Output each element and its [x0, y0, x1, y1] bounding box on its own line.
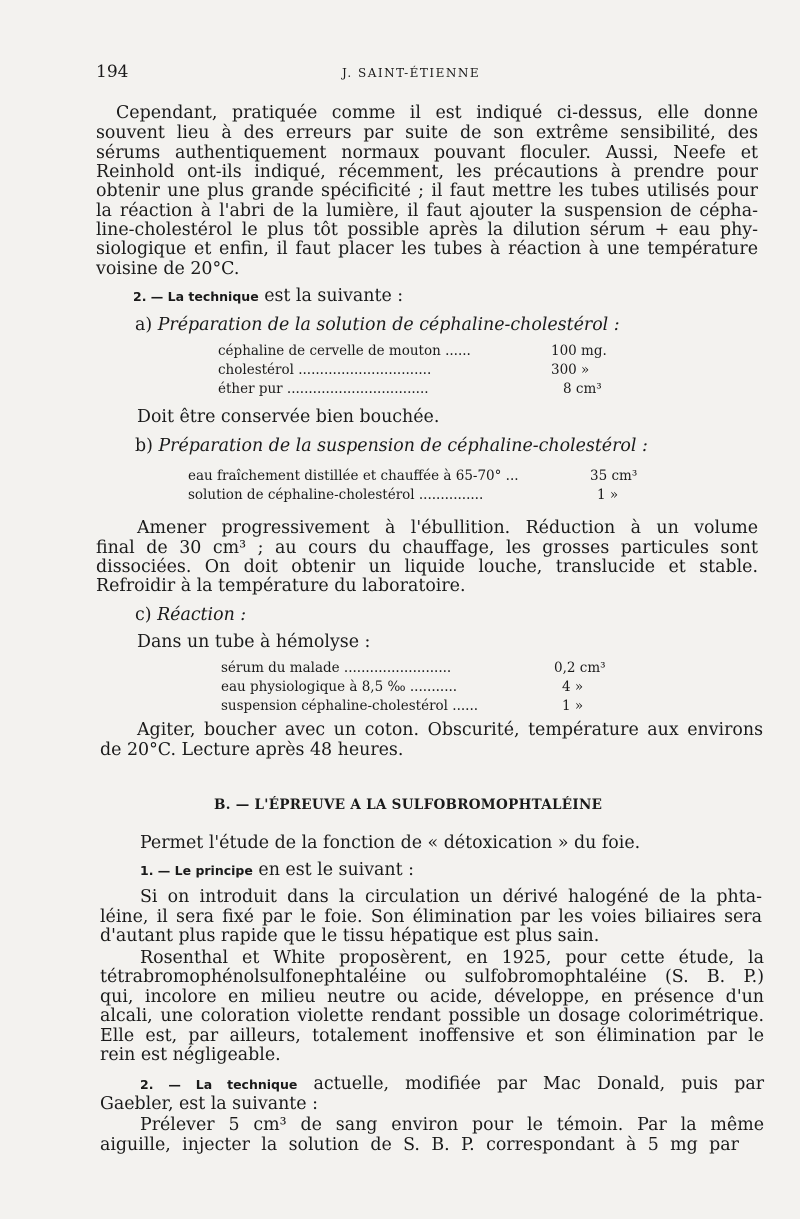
running-title: J. SAINT-ÉTIENNE	[342, 66, 481, 80]
recipe-item-name: eau physiologique à 8,5 ‰ ...........	[221, 679, 458, 695]
text-line: Prélever 5 cm³ de sang environ pour le témoin. Par la même	[140, 1115, 764, 1135]
heading-label: 2. — La technique	[133, 289, 259, 304]
text-line: Amener progressivement à l'ébullition. Réduction à un volume	[137, 518, 758, 538]
text-line: Si on introduit dans la circulation un dérivé halogéné de la phta-	[140, 887, 762, 907]
text-line: Cependant, pratiquée comme il est indiqué ci-dessus, elle donne	[116, 103, 758, 123]
text-line: aiguille, injecter la solution de S. B. P. correspondant à 5 mg par	[100, 1135, 739, 1155]
recipe-item-qty: 4 »	[562, 679, 584, 695]
subheading-prefix: b)	[135, 436, 153, 456]
text-line: Elle est, par ailleurs, totalement inoffensive et son élimination par le	[100, 1026, 764, 1046]
recipe-item-name: suspension céphaline-cholestérol ......	[221, 698, 479, 714]
subheading-a	[135, 316, 620, 335]
recipe-item-qty: 0,2 cm³	[554, 660, 606, 676]
recipe-item-name: céphaline de cervelle de mouton ......	[218, 343, 471, 359]
section-b-title: B. — L'ÉPREUVE A LA SULFOBROMOPHTALÉINE	[214, 797, 603, 813]
text-line: rein est négligeable.	[100, 1045, 281, 1065]
text-line: obtenir une plus grande spécificité ; il faut mettre les tubes utilisés pour	[96, 181, 758, 201]
recipe-item-qty: 8 cm³	[563, 381, 602, 397]
principe-heading	[140, 861, 414, 880]
heading-rest: en est le suivant :	[258, 860, 414, 880]
subheading-title: Préparation de la solution de céphaline-cholestérol :	[157, 315, 620, 335]
recipe-item-name: eau fraîchement distillée et chauffée à 65-70° ...	[188, 468, 519, 484]
text-line: souvent lieu à des erreurs par suite de son extrême sensibilité, des	[96, 123, 758, 143]
text-line: Agiter, boucher avec un coton. Obscurité, température aux environs	[137, 720, 763, 740]
subheading-title: Réaction :	[157, 605, 247, 625]
recipe-item-name: cholestérol ...............................	[218, 362, 432, 378]
recipe-item-qty: 300 »	[551, 362, 590, 378]
text-line: qui, incolore en milieu neutre ou acide, développe, en présence d'un	[100, 987, 764, 1007]
page-number: 194	[96, 62, 129, 82]
tube-line: Dans un tube à hémolyse :	[137, 632, 371, 652]
text-line: la réaction à l'abri de la lumière, il faut ajouter la suspension de cépha-	[96, 201, 758, 221]
recipe-item-name: sérum du malade .........................	[221, 660, 452, 676]
technique2-heading	[140, 1075, 764, 1094]
subheading-prefix: c)	[135, 605, 152, 625]
recipe-item-qty: 1 »	[597, 487, 619, 503]
section-b-intro: Permet l'étude de la fonction de « détoxication » du foie.	[140, 833, 641, 853]
text-line: léine, il sera fixé par le foie. Son élimination par les voies biliaires sera	[100, 907, 762, 927]
heading-label: 2. — La technique	[140, 1077, 298, 1092]
technique-heading	[133, 287, 403, 306]
text-line: line-cholestérol le plus tôt possible après la dilution sérum + eau phy-	[96, 220, 758, 240]
text-line: sérums authentiquement normaux pouvant floculer. Aussi, Neefe et	[96, 143, 758, 163]
recipe-item-qty: 100 mg.	[551, 343, 607, 359]
recipe-item-qty: 1 »	[562, 698, 584, 714]
subheading-prefix: a)	[135, 315, 153, 335]
subheading-b	[135, 437, 648, 456]
heading-rest: actuelle, modifiée par Mac Donald, puis par	[313, 1074, 765, 1094]
text-line: d'autant plus rapide que le tissu hépatique est plus sain.	[100, 926, 600, 946]
text-line: Reinhold ont-ils indiqué, récemment, les précautions à prendre pour	[96, 162, 758, 182]
technique2-cont: Gaebler, est la suivante :	[100, 1094, 318, 1114]
heading-rest: est la suivante :	[264, 286, 404, 306]
text-line: Rosenthal et White proposèrent, en 1925, pour cette étude, la	[140, 948, 764, 968]
text-line: voisine de 20°C.	[96, 259, 240, 279]
text-line: final de 30 cm³ ; au cours du chauffage, les grosses particules sont	[96, 538, 758, 558]
text-line: alcali, une coloration violette rendant possible un dosage colorimétrique.	[100, 1006, 764, 1026]
text-line: tétrabromophénolsulfonephtaléine ou sulfobromophtaléine (S. B. P.)	[100, 967, 764, 987]
text-line: siologique et enfin, il faut placer les tubes à réaction à une température	[96, 239, 758, 259]
keep-note: Doit être conservée bien bouchée.	[137, 407, 440, 427]
text-line: Refroidir à la température du laboratoire.	[96, 576, 466, 596]
recipe-item-name: solution de céphaline-cholestérol ...............	[188, 487, 484, 503]
heading-label: 1. — Le principe	[140, 863, 253, 878]
recipe-item-qty: 35 cm³	[590, 468, 638, 484]
text-line: dissociées. On doit obtenir un liquide louche, translucide et stable.	[96, 557, 758, 577]
text-line: de 20°C. Lecture après 48 heures.	[100, 740, 404, 760]
subheading-title: Préparation de la suspension de céphaline-cholestérol :	[158, 436, 648, 456]
subheading-c	[135, 606, 246, 625]
recipe-item-name: éther pur .................................	[218, 381, 429, 397]
